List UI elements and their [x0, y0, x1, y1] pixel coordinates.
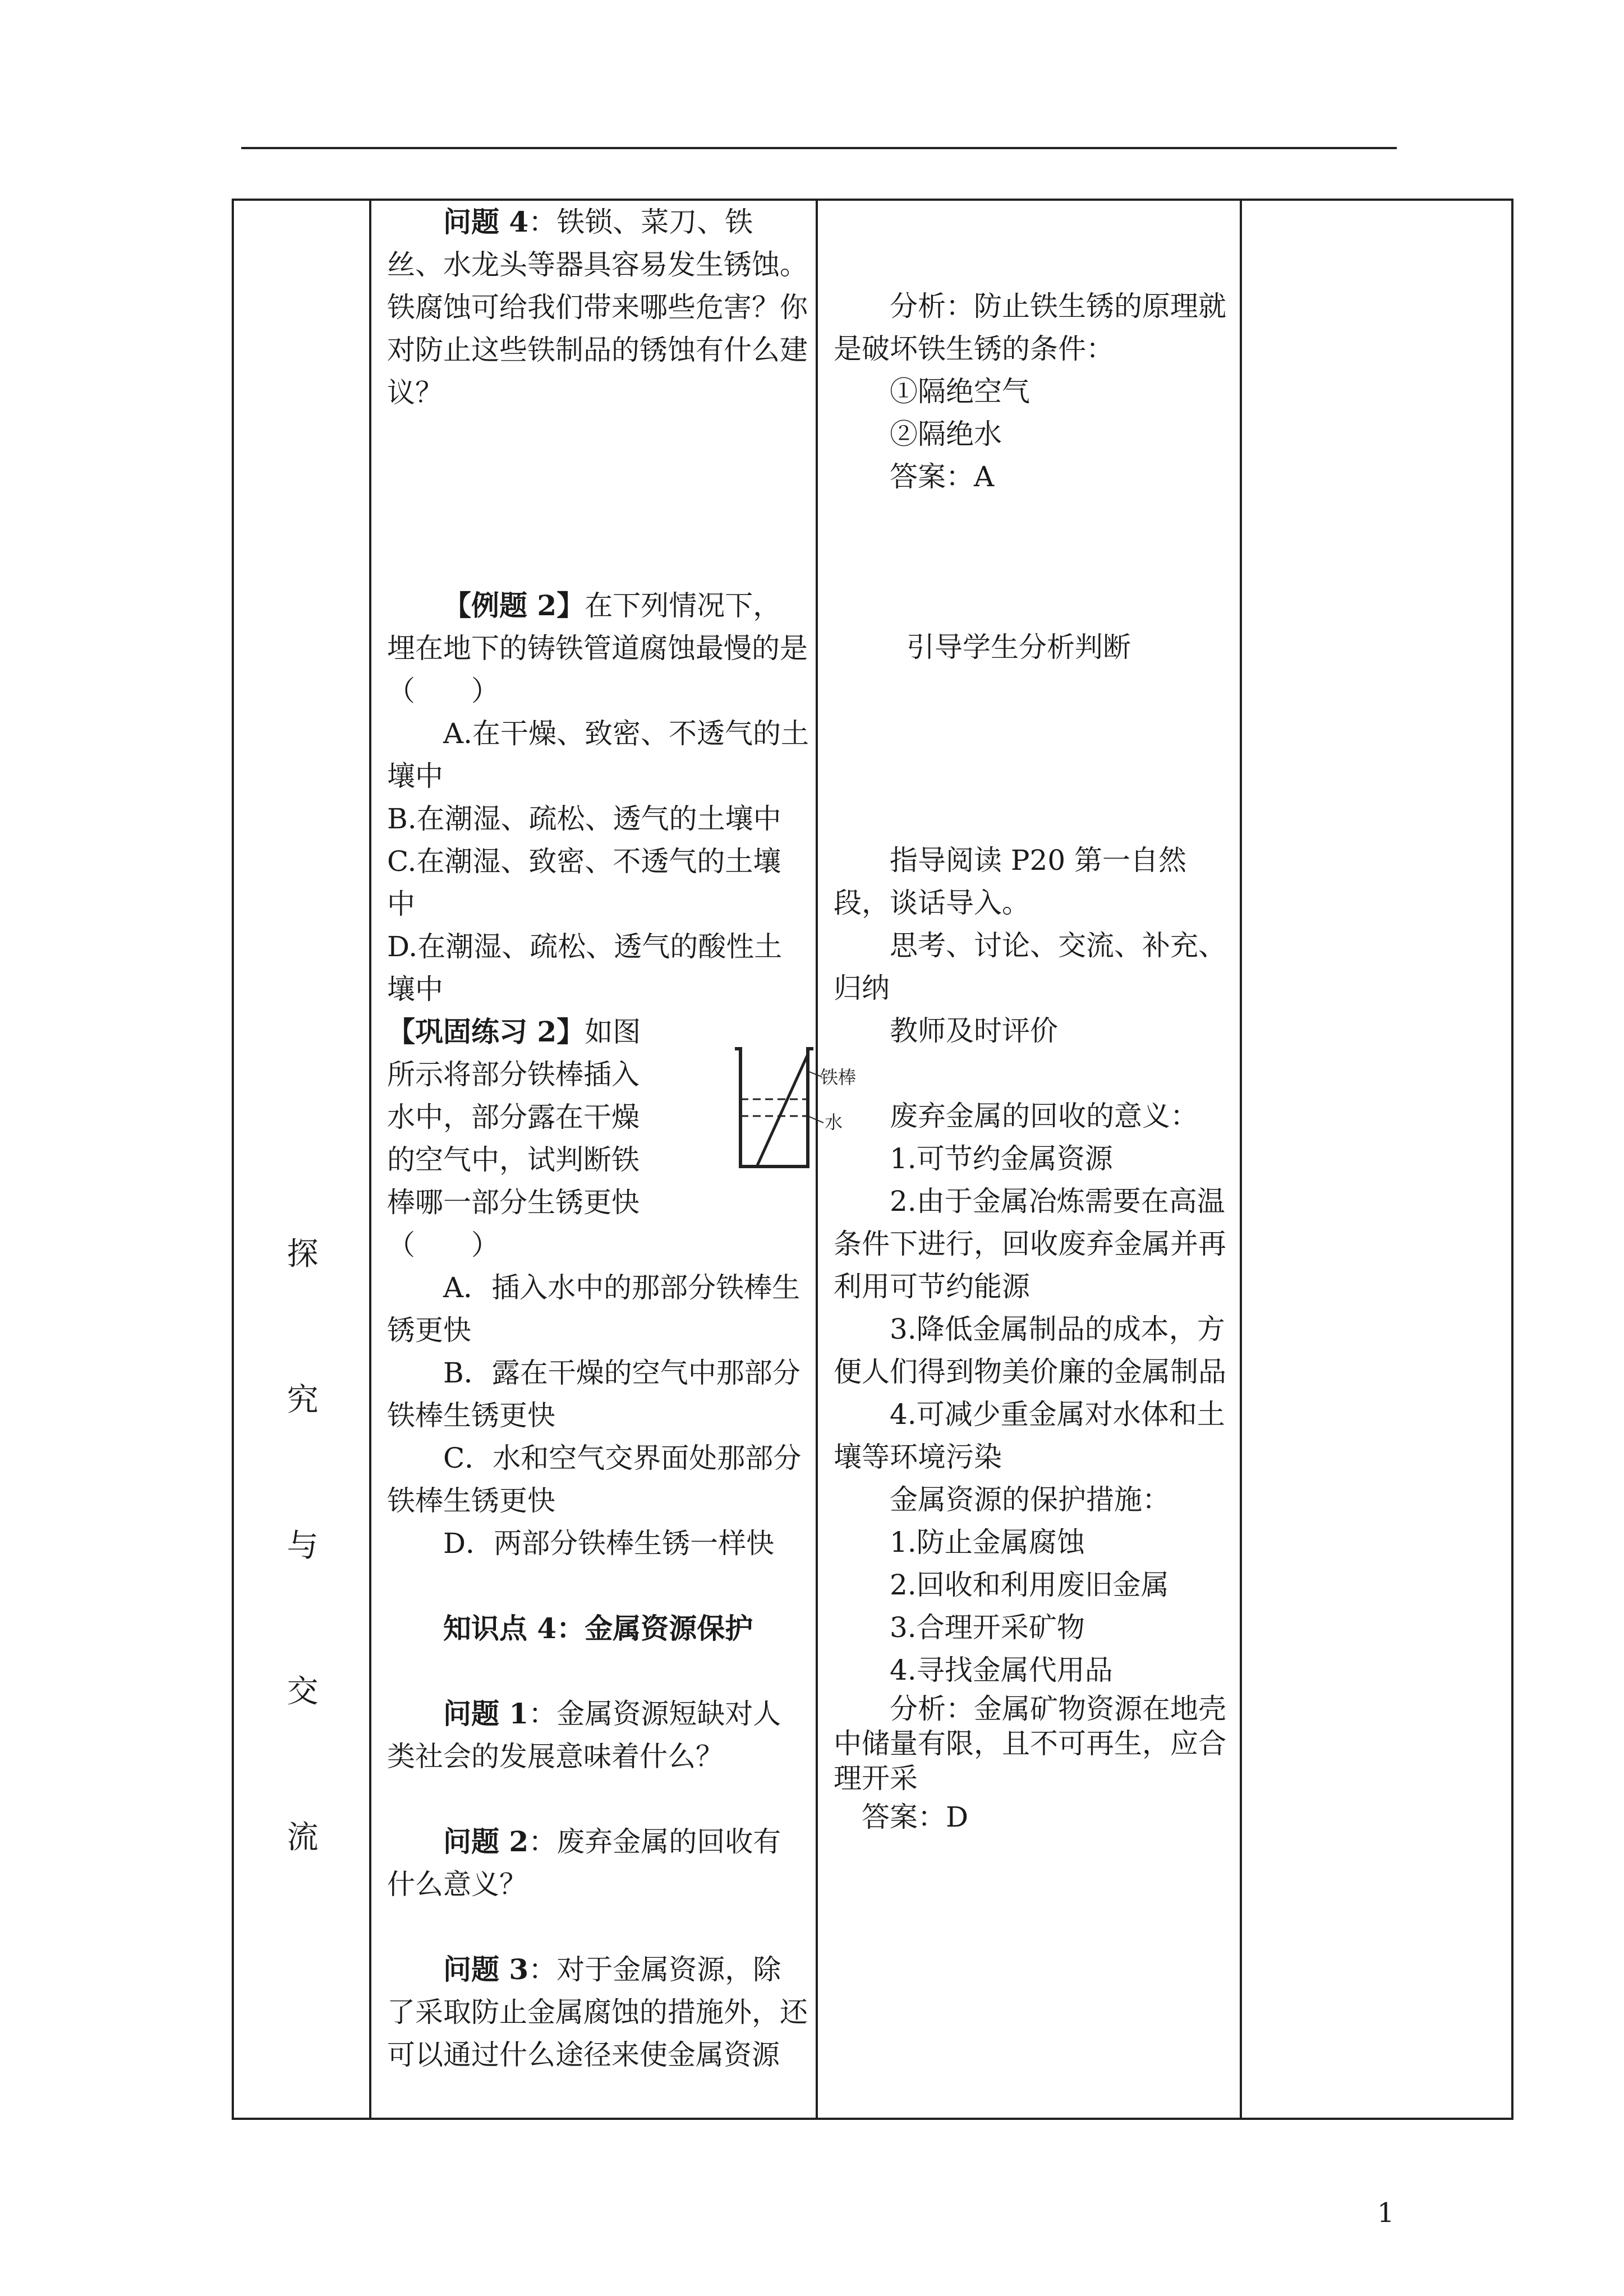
recycle-item: 4.可减少重金属对水体和土壤等环境污染 [834, 1398, 1225, 1473]
evaluate-text: 教师及时评价 [890, 1015, 1058, 1047]
practice-2-option: C．水和空气交界面处那部分铁棒生锈更快 [387, 1442, 802, 1517]
practice-2-option: A．插入水中的那部分铁棒生锈更快 [387, 1271, 801, 1347]
protect-title: 金属资源的保护措施： [890, 1483, 1170, 1516]
condition: ①隔绝空气 [890, 375, 1030, 408]
read-guide: 指导阅读 P20 第一自然段，谈话导入。 [834, 844, 1187, 919]
practice-2-option: D．两部分铁棒生锈一样快 [443, 1527, 775, 1560]
stage-label: 探 究 与 交 流 [287, 1236, 319, 1856]
protect-item: 1.防止金属腐蚀 [890, 1526, 1085, 1559]
middle-column [834, 285, 1232, 1838]
question-3: 问题 3：对于金属资源，除了采取防止金属腐蚀的措施外，还可以通过什么途径来使金属资源 [387, 1953, 808, 2071]
answer-2: 答案：D [862, 1801, 969, 1833]
practice-2: 【巩固练习 2】如图所示将部分铁棒插入水中，部分露在干燥的空气中，试判断铁棒哪一部分生锈更快（ ） 铁棒 水 [387, 1011, 809, 1266]
knowledge-point-4-title: 知识点 4：金属资源保护 [443, 1612, 753, 1645]
condition: ②隔绝水 [890, 418, 1002, 450]
guide-text: 引导学生分析判断 [907, 631, 1131, 663]
example-2-option: D.在潮湿、疏松、透气的酸性土壤中 [387, 930, 783, 1006]
recycle-title: 废弃金属的回收的意义： [890, 1100, 1198, 1132]
page-number: 1 [1377, 2197, 1395, 2229]
column-divider [1240, 201, 1242, 2118]
recycle-item: 3.降低金属制品的成本，方便人们得到物美价廉的金属制品 [834, 1313, 1226, 1388]
example-2-option: B.在潮湿、疏松、透气的土壤中 [387, 803, 781, 835]
water-label: 水 [825, 1112, 843, 1133]
question-1: 问题 1：金属资源短缺对人类社会的发展意味着什么？ [387, 1697, 781, 1773]
example-2-option: C.在潮湿、致密、不透气的土壤中 [387, 845, 781, 920]
lesson-table [232, 199, 1513, 2120]
answer-1: 答案：A [890, 460, 995, 493]
analysis-1: 分析：防止铁生锈的原理就是破坏铁生锈的条件： [834, 290, 1226, 365]
header-rule [241, 147, 1397, 149]
protect-item: 4.寻找金属代用品 [890, 1654, 1113, 1686]
analysis-2: 分析：金属矿物资源在地壳中储量有限，且不可再生，应合理开采 [834, 1693, 1226, 1795]
example-2: 【例题 2】在下列情况下，埋在地下的铸铁管道腐蚀最慢的是（ ） [387, 589, 808, 707]
protect-item: 3.合理开采矿物 [890, 1611, 1085, 1644]
practice-2-option: B．露在干燥的空气中那部分铁棒生锈更快 [387, 1357, 801, 1432]
example-2-option: A.在干燥、致密、不透气的土壤中 [387, 717, 809, 792]
left-column [387, 201, 857, 2076]
protect-item: 2.回收和利用废旧金属 [890, 1569, 1169, 1601]
recycle-item: 2.由于金属冶炼需要在高温条件下进行，回收废弃金属并再利用可节约能源 [834, 1185, 1226, 1303]
question-4: 问题 4：铁锁、菜刀、铁丝、水龙头等器具容易发生锈蚀。铁腐蚀可给我们带来哪些危害？你对防止这些铁制品的锈蚀有什么建议？ [387, 205, 808, 409]
recycle-item: 1.可节约金属资源 [890, 1142, 1113, 1175]
discuss-text: 思考、讨论、交流、补充、归纳 [834, 929, 1226, 1004]
question-2: 问题 2：废弃金属的回收有什么意义？ [387, 1825, 781, 1901]
rod-label: 铁棒 [820, 1067, 857, 1088]
